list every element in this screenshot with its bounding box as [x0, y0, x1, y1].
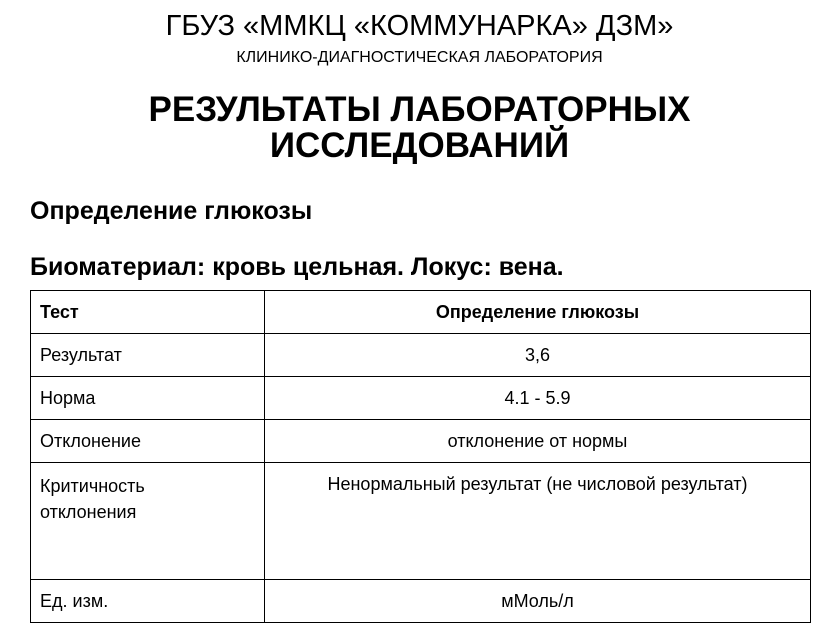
biomaterial-heading: Биоматериал: кровь цельная. Локус: вена. [30, 253, 564, 281]
table-row-deviation [31, 420, 811, 463]
table-row-test [31, 291, 811, 334]
table-row-criticality [31, 463, 811, 580]
document-title [0, 92, 839, 164]
document-title-line1: РЕЗУЛЬТАТЫ ЛАБОРАТОРНЫХ [148, 90, 691, 129]
table-row-result [31, 334, 811, 377]
cell-value-norm: 4.1 - 5.9 [265, 377, 811, 420]
cell-label-criticality-line1: Критичность [40, 476, 145, 496]
cell-value-result: 3,6 [265, 334, 811, 377]
organization-name: ГБУЗ «ММКЦ «КОММУНАРКА» ДЗМ» [165, 10, 674, 42]
cell-value-deviation: отклонение от нормы [265, 420, 811, 463]
cell-label-deviation: Отклонение [31, 420, 265, 463]
test-name-heading: Определение глюкозы [30, 197, 313, 225]
results-table [30, 290, 811, 623]
table-row-norm [31, 377, 811, 420]
cell-value-criticality: Ненормальный результат (не числовой результат) [265, 463, 811, 580]
cell-label-criticality [31, 463, 265, 580]
cell-label-result: Результат [31, 334, 265, 377]
cell-label-criticality-line2: отклонения [40, 502, 137, 522]
cell-value-unit: мМоль/л [265, 580, 811, 623]
document-title-line2: ИССЛЕДОВАНИЙ [269, 126, 570, 165]
cell-label-unit: Ед. изм. [31, 580, 265, 623]
laboratory-name: КЛИНИКО-ДИАГНОСТИЧЕСКАЯ ЛАБОРАТОРИЯ [236, 49, 603, 66]
cell-label-norm: Норма [31, 377, 265, 420]
table-row-unit [31, 580, 811, 623]
cell-value-test: Определение глюкозы [265, 291, 811, 334]
cell-label-test: Тест [31, 291, 265, 334]
